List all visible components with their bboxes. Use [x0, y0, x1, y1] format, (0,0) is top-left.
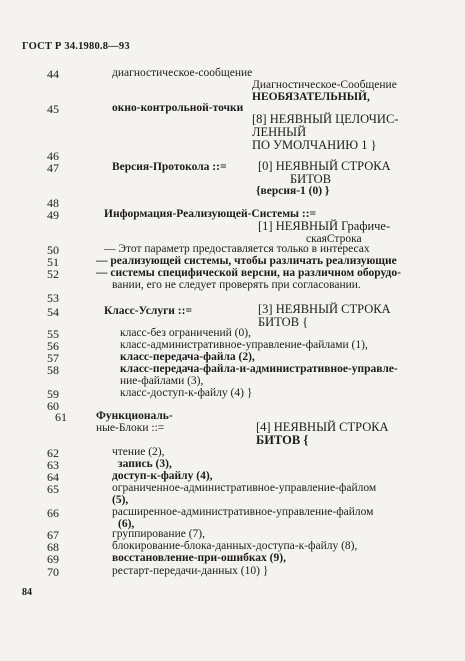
text-line: ние-файлами (3),: [120, 375, 204, 387]
text-line: диагностическое-сообщение: [112, 67, 253, 79]
line-number: 61: [55, 410, 67, 424]
text-line: — реализующей системы, чтобы различать реализующие: [96, 255, 397, 267]
line-number: 70: [47, 565, 59, 579]
line-number: 62: [47, 446, 59, 460]
text-line: окно-контрольной-точки: [112, 102, 244, 114]
line-number: 67: [47, 528, 59, 542]
text-line: — Этот параметр предоставляется только в интересах: [104, 243, 370, 255]
text-line: скаяСтрока: [306, 233, 362, 245]
line-number: 48: [47, 196, 59, 210]
line-number: 69: [47, 552, 59, 566]
line-number: 65: [47, 482, 59, 496]
text-line: Информация-Реализующей-Системы ::=: [104, 208, 317, 220]
line-number: 47: [47, 161, 59, 175]
text-line: вании, его не следует проверять при согласовании.: [112, 279, 361, 291]
line-number: 45: [47, 102, 59, 116]
text-line: Класс-Услуги ::=: [104, 305, 193, 317]
text-line: ПО УМОЛЧАНИЮ 1 }: [252, 138, 377, 152]
text-line: рестарт-передачи-данных (10) }: [112, 565, 269, 577]
text-line: Функциональ-: [96, 410, 173, 422]
text-line: блокирование-блока-данных-доступа-к-файлу (8),: [112, 540, 358, 552]
line-number: 49: [47, 208, 59, 222]
text-line: БИТОВ {: [256, 433, 309, 447]
text-line: (6),: [118, 518, 135, 530]
line-number: 55: [47, 327, 59, 341]
line-number: 64: [47, 470, 59, 484]
text-line: БИТОВ {: [258, 315, 309, 329]
text-line: восстановление-при-ошибках (9),: [112, 552, 286, 564]
text-line: БИТОВ: [290, 172, 332, 186]
text-line: [3] НЕЯВНЫЙ СТРОКА: [258, 302, 391, 316]
page-number: 84: [22, 587, 32, 598]
text-line: ограниченное-административное-управление-файлом: [112, 482, 377, 494]
text-line: класс-передача-файла-и-административное-управле-: [120, 363, 398, 375]
text-line: [1] НЕЯВНЫЙ Графиче-: [258, 219, 391, 233]
line-number: 51: [47, 255, 59, 269]
text-line: [0] НЕЯВНЫЙ СТРОКА: [258, 159, 391, 173]
line-number: 68: [47, 540, 59, 554]
line-number: 58: [47, 363, 59, 377]
text-line: группирование (7),: [112, 528, 205, 540]
text-line: класс-передача-файла (2),: [120, 351, 255, 363]
line-number: 59: [47, 387, 59, 401]
text-line: ЛЕННЫЙ: [252, 125, 307, 139]
line-number: 56: [47, 339, 59, 353]
text-line: доступ-к-файлу (4),: [112, 470, 213, 482]
text-line: класс-доступ-к-файлу (4) }: [120, 387, 253, 399]
text-line: {версия-1 (0) }: [256, 185, 330, 197]
text-line: НЕОБЯЗАТЕЛЬНЫЙ,: [252, 91, 370, 103]
text-line: (5),: [112, 494, 129, 506]
text-line: — системы специфической версии, на различном оборудо-: [96, 267, 401, 279]
text-line: класс-административное-управление-файлами (1),: [120, 339, 368, 351]
line-number: 46: [47, 149, 59, 163]
page-header: ГОСТ Р 34.1980.8—93: [22, 41, 130, 52]
text-line: [8] НЕЯВНЫЙ ЦЕЛОЧИС-: [252, 112, 399, 126]
text-line: запись (3),: [118, 458, 172, 470]
line-number: 57: [47, 351, 59, 365]
text-line: чтение (2),: [112, 446, 165, 458]
text-line: расширенное-административное-управление-файлом: [112, 506, 374, 518]
line-number: 50: [47, 243, 59, 257]
text-line: Диагностическое-Сообщение: [252, 79, 397, 91]
line-number: 66: [47, 506, 59, 520]
text-line: класс-без ограничений (0),: [120, 327, 251, 339]
text-line: [4] НЕЯВНЫЙ СТРОКА: [256, 420, 389, 434]
text-line: ные-Блоки ::=: [96, 422, 165, 434]
line-number: 44: [47, 67, 59, 81]
text-line: Версия-Протокола ::=: [112, 161, 227, 173]
line-number: 63: [47, 458, 59, 472]
line-number: 52: [47, 267, 59, 281]
line-number: 60: [47, 399, 59, 413]
line-number: 54: [47, 305, 59, 319]
line-number: 53: [47, 291, 59, 305]
